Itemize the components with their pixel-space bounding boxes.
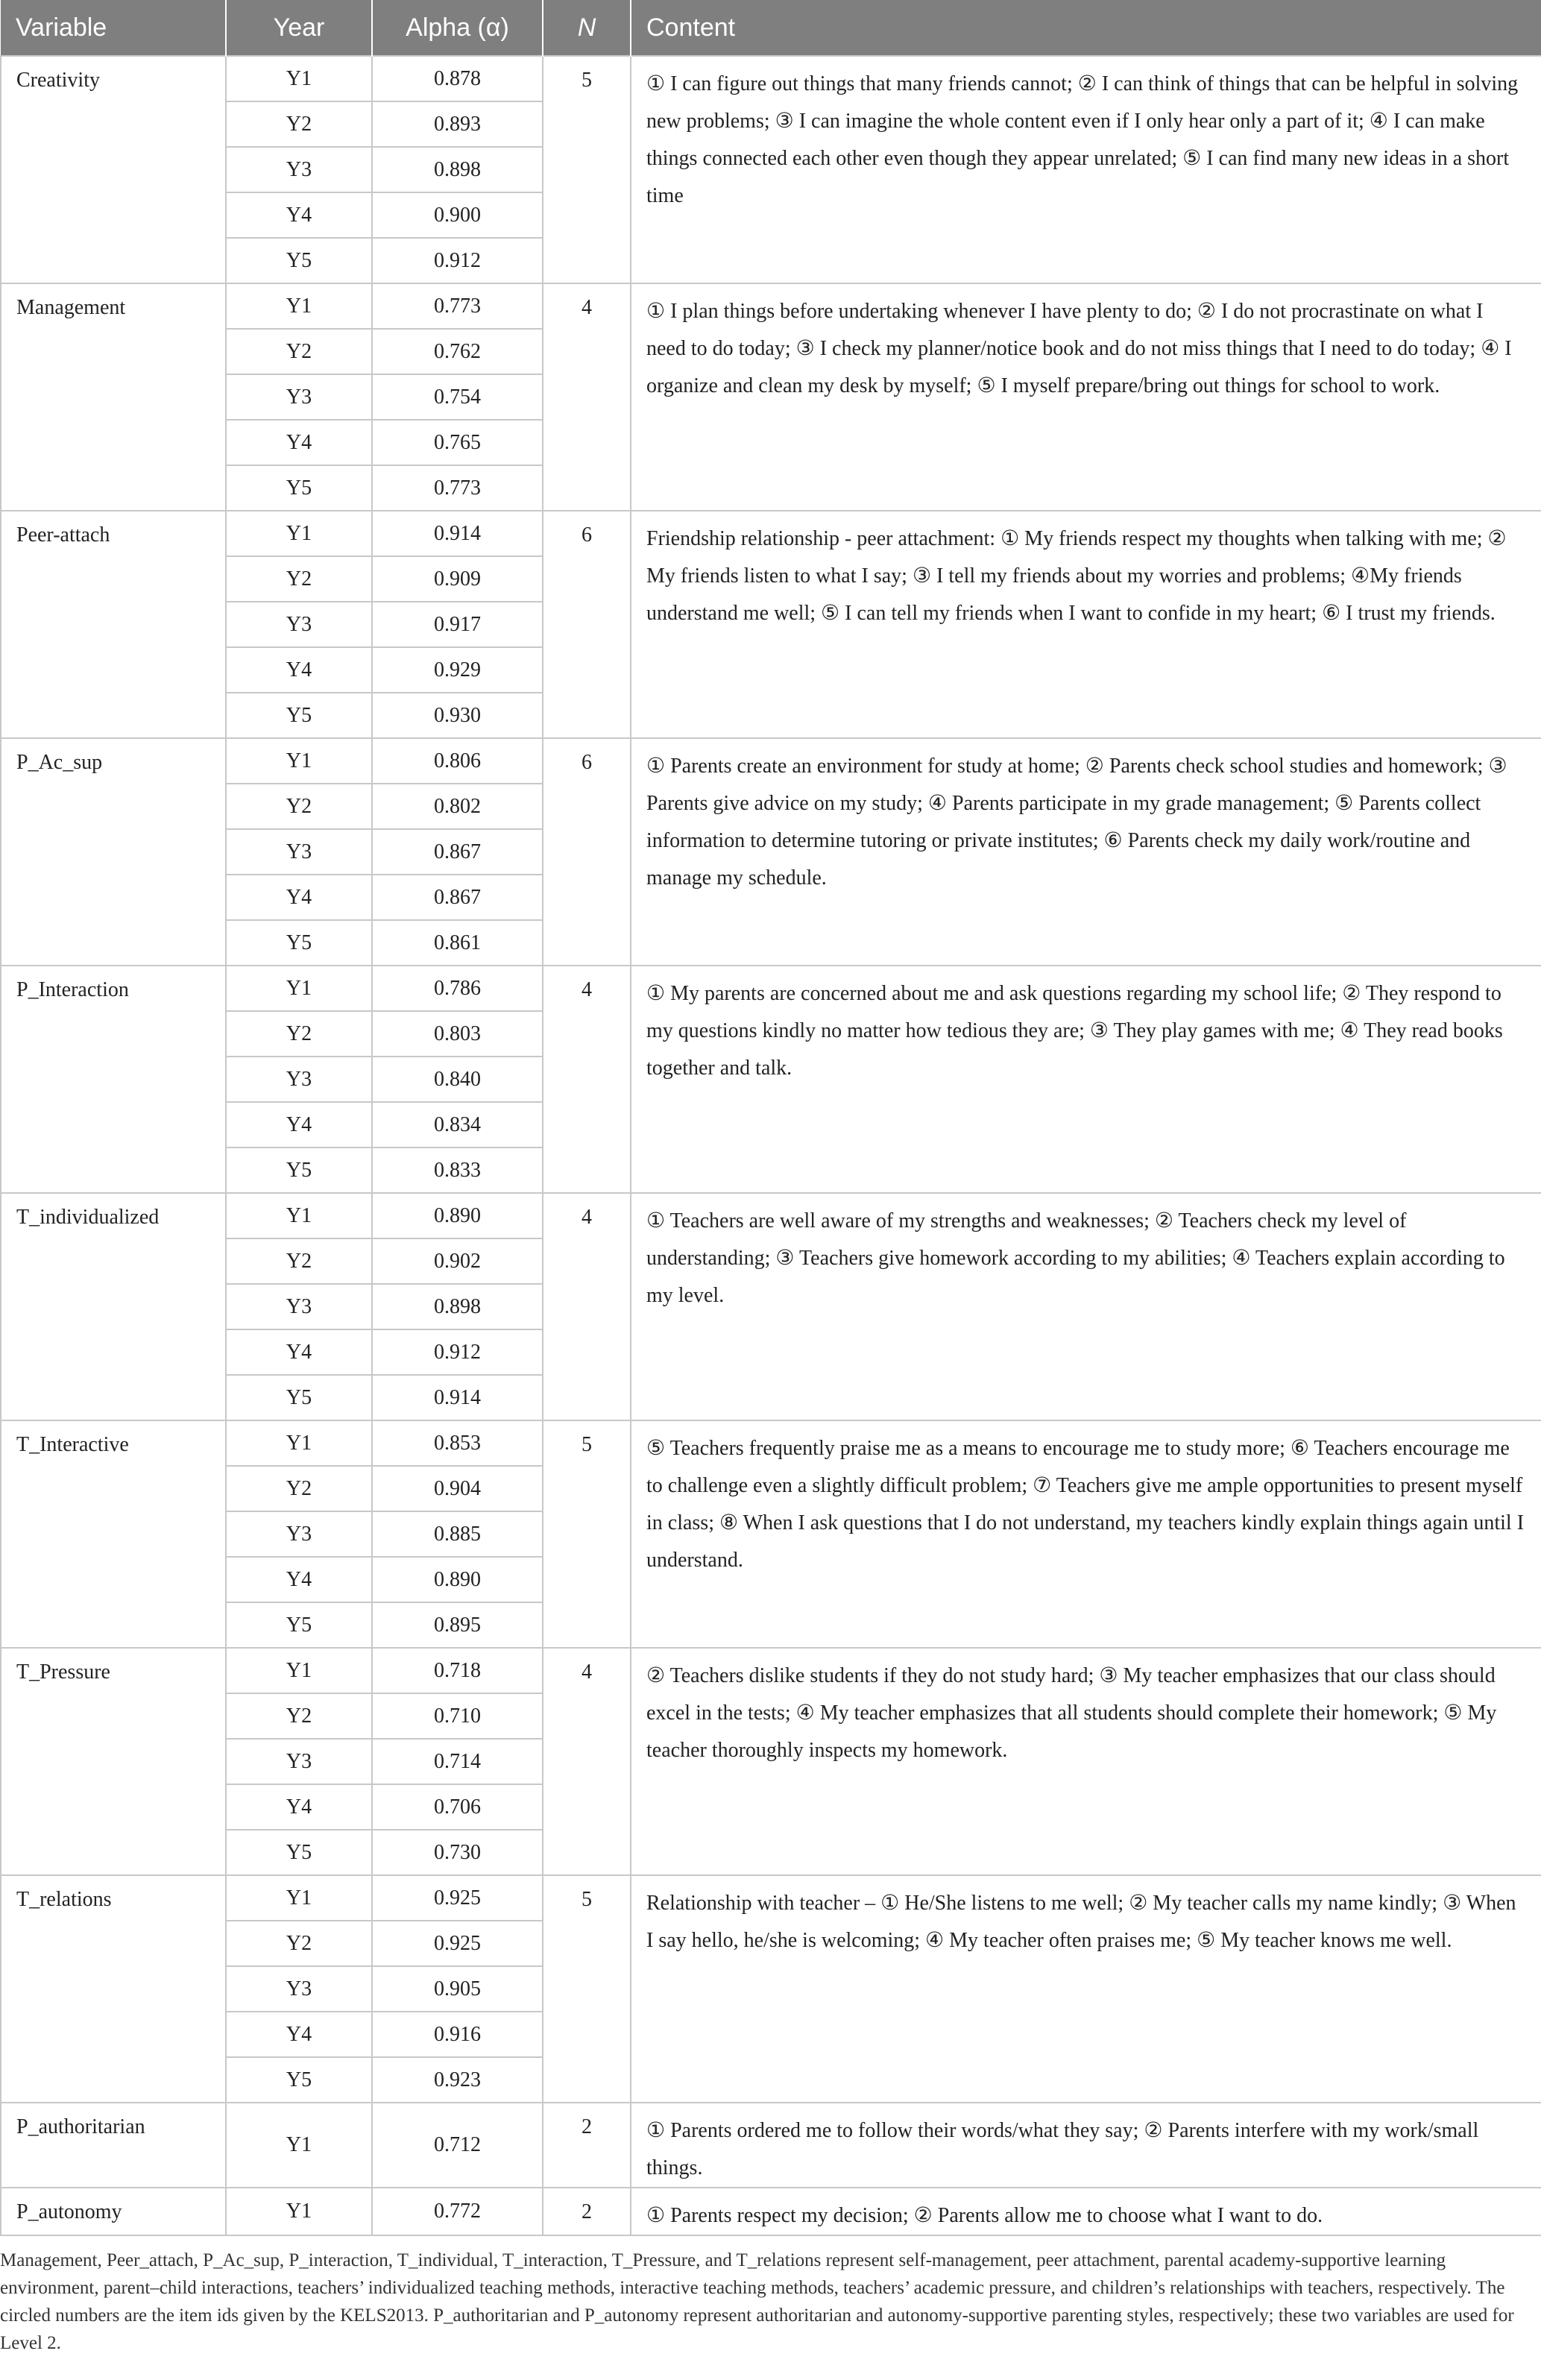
table-row — [1, 1648, 1541, 1693]
n-cell: 5 — [543, 1420, 631, 1648]
variable-cell: Creativity — [1, 56, 226, 283]
year-cell: Y1 — [226, 1875, 372, 1921]
content-cell: ① Parents create an environment for study at home; ② Parents check school studies and homework; ③ Parents give advice on my study; ④ Parents participate in my grade management; ⑤ Parents collect information to determine tutoring or private institutes; ⑥ Parents check my daily work/routine and manage my schedule. — [631, 738, 1541, 966]
header-alpha: Alpha (α) — [372, 0, 543, 56]
variable-cell: P_Ac_sup — [1, 738, 226, 966]
alpha-cell: 0.867 — [372, 829, 543, 875]
table-footnote: Management, Peer_attach, P_Ac_sup, P_interaction, T_individual, T_interaction, T_Pressure, and T_relations represent self-management, peer attachment, parental academy-supportive learning environment, parent–child interactions, teachers’ individualized teaching methods, interactive teaching methods, teachers’ academic pressure, and children’s relationships with teachers, respectively. The circled numbers are the item ids given by the KELS2013. P_authoritarian and P_autonomy represent authoritarian and autonomy-supportive parenting styles, respectively; these two variables are used for Level 2. — [0, 2250, 1514, 2353]
content-cell: ① My parents are concerned about me and ask questions regarding my school life; ② They respond to my questions kindly no matter how tedious they are; ③ They play games with me; ④ They read books together and talk. — [631, 966, 1541, 1193]
alpha-cell: 0.898 — [372, 147, 543, 192]
n-cell: 4 — [543, 283, 631, 511]
year-cell: Y1 — [226, 2188, 372, 2235]
content-cell: ⑤ Teachers frequently praise me as a means to encourage me to study more; ⑥ Teachers encourage me to challenge even a slightly difficult problem; ⑦ Teachers give me ample opportunities to present myself in class; ⑧ When I ask questions that I do not understand, my teachers kindly explain things again until I understand. — [631, 1420, 1541, 1648]
year-cell: Y5 — [226, 2057, 372, 2103]
alpha-cell: 0.902 — [372, 1238, 543, 1284]
table-row — [1, 1420, 1541, 1466]
year-cell: Y5 — [226, 238, 372, 283]
alpha-cell: 0.861 — [372, 920, 543, 966]
year-cell: Y2 — [226, 1466, 372, 1511]
year-cell: Y1 — [226, 966, 372, 1011]
year-cell: Y5 — [226, 693, 372, 738]
year-cell: Y4 — [226, 1102, 372, 1148]
content-cell: ① I can figure out things that many friends cannot; ② I can think of things that can be helpful in solving new problems; ③ I can imagine the whole content even if I only hear only a part of it; ④ I can make things connected each other even though they appear unrelated; ⑤ I can find many new ideas in a short time — [631, 56, 1541, 283]
alpha-cell: 0.885 — [372, 1511, 543, 1557]
year-cell: Y2 — [226, 329, 372, 374]
n-cell: 5 — [543, 1875, 631, 2103]
alpha-cell: 0.916 — [372, 2012, 543, 2057]
content-cell: ① Parents ordered me to follow their words/what they say; ② Parents interfere with my work/small things. — [631, 2103, 1541, 2188]
year-cell: Y3 — [226, 829, 372, 875]
year-cell: Y5 — [226, 465, 372, 511]
alpha-cell: 0.806 — [372, 738, 543, 784]
year-cell: Y3 — [226, 1739, 372, 1784]
alpha-cell: 0.853 — [372, 1420, 543, 1466]
n-cell: 6 — [543, 511, 631, 738]
alpha-cell: 0.917 — [372, 602, 543, 647]
content-cell: ① I plan things before undertaking whenever I have plenty to do; ② I do not procrastinate on what I need to do today; ③ I check my planner/notice book and do not miss things that I need to do today; ④ I organize and clean my desk by myself; ⑤ I myself prepare/bring out things for school to work. — [631, 283, 1541, 511]
content-cell: ② Teachers dislike students if they do not study hard; ③ My teacher emphasizes that our class should excel in the tests; ④ My teacher emphasizes that all students should complete their homework; ⑤ My teacher thoroughly inspects my homework. — [631, 1648, 1541, 1875]
alpha-cell: 0.912 — [372, 1329, 543, 1375]
alpha-cell: 0.773 — [372, 283, 543, 329]
year-cell: Y4 — [226, 2012, 372, 2057]
alpha-cell: 0.929 — [372, 647, 543, 693]
table-row — [1, 1193, 1541, 1238]
table-row — [1, 511, 1541, 556]
alpha-cell: 0.718 — [372, 1648, 543, 1693]
content-cell: ① Teachers are well aware of my strengths and weaknesses; ② Teachers check my level of understanding; ③ Teachers give homework according to my abilities; ④ Teachers explain according to my level. — [631, 1193, 1541, 1420]
year-cell: Y3 — [226, 1057, 372, 1102]
year-cell: Y3 — [226, 1966, 372, 2012]
year-cell: Y4 — [226, 1784, 372, 1830]
alpha-cell: 0.878 — [372, 56, 543, 101]
alpha-cell: 0.706 — [372, 1784, 543, 1830]
alpha-cell: 0.765 — [372, 420, 543, 465]
year-cell: Y2 — [226, 1693, 372, 1739]
table-row — [1, 2103, 1541, 2188]
year-cell: Y3 — [226, 374, 372, 420]
n-cell: 2 — [543, 2103, 631, 2188]
header-variable: Variable — [1, 0, 226, 56]
content-cell: Relationship with teacher – ① He/She listens to me well; ② My teacher calls my name kindly; ③ When I say hello, he/she is welcoming; ④ My teacher often praises me; ⑤ My teacher knows me well. — [631, 1875, 1541, 2103]
n-cell: 5 — [543, 56, 631, 283]
table-row — [1, 283, 1541, 329]
variable-cell: P_Interaction — [1, 966, 226, 1193]
alpha-cell: 0.925 — [372, 1875, 543, 1921]
year-cell: Y1 — [226, 283, 372, 329]
alpha-cell: 0.754 — [372, 374, 543, 420]
year-cell: Y1 — [226, 1648, 372, 1693]
year-cell: Y4 — [226, 875, 372, 920]
alpha-cell: 0.912 — [372, 238, 543, 283]
year-cell: Y4 — [226, 647, 372, 693]
year-cell: Y5 — [226, 1375, 372, 1420]
table-row — [1, 56, 1541, 101]
header-content: Content — [631, 0, 1541, 56]
variable-cell: P_authoritarian — [1, 2103, 226, 2188]
year-cell: Y4 — [226, 192, 372, 238]
year-cell: Y1 — [226, 56, 372, 101]
year-cell: Y2 — [226, 1011, 372, 1057]
year-cell: Y3 — [226, 147, 372, 192]
year-cell: Y2 — [226, 1238, 372, 1284]
year-cell: Y1 — [226, 511, 372, 556]
year-cell: Y3 — [226, 1284, 372, 1329]
year-cell: Y5 — [226, 1602, 372, 1648]
alpha-cell: 0.898 — [372, 1284, 543, 1329]
header-row — [1, 0, 1541, 56]
table-row — [1, 1875, 1541, 1921]
variable-cell: T_relations — [1, 1875, 226, 2103]
n-cell: 4 — [543, 966, 631, 1193]
variable-cell: T_individualized — [1, 1193, 226, 1420]
table-row — [1, 966, 1541, 1011]
alpha-cell: 0.786 — [372, 966, 543, 1011]
year-cell: Y5 — [226, 1148, 372, 1193]
year-cell: Y1 — [226, 1420, 372, 1466]
alpha-cell: 0.895 — [372, 1602, 543, 1648]
variable-cell: Management — [1, 283, 226, 511]
year-cell: Y1 — [226, 2103, 372, 2188]
alpha-cell: 0.930 — [372, 693, 543, 738]
variable-cell: T_Interactive — [1, 1420, 226, 1648]
alpha-cell: 0.834 — [372, 1102, 543, 1148]
alpha-cell: 0.925 — [372, 1921, 543, 1966]
alpha-cell: 0.893 — [372, 101, 543, 147]
variable-cell: Peer-attach — [1, 511, 226, 738]
variable-cell: T_Pressure — [1, 1648, 226, 1875]
alpha-cell: 0.710 — [372, 1693, 543, 1739]
year-cell: Y4 — [226, 1329, 372, 1375]
year-cell: Y2 — [226, 1921, 372, 1966]
alpha-cell: 0.714 — [372, 1739, 543, 1784]
table-row — [1, 738, 1541, 784]
alpha-cell: 0.833 — [372, 1148, 543, 1193]
n-cell: 4 — [543, 1193, 631, 1420]
alpha-cell: 0.905 — [372, 1966, 543, 2012]
alpha-cell: 0.730 — [372, 1830, 543, 1875]
alpha-cell: 0.890 — [372, 1193, 543, 1238]
table-row — [1, 2188, 1541, 2235]
alpha-cell: 0.773 — [372, 465, 543, 511]
year-cell: Y5 — [226, 1830, 372, 1875]
year-cell: Y2 — [226, 101, 372, 147]
n-cell: 6 — [543, 738, 631, 966]
alpha-cell: 0.914 — [372, 511, 543, 556]
alpha-cell: 0.840 — [372, 1057, 543, 1102]
alpha-cell: 0.803 — [372, 1011, 543, 1057]
table-body — [1, 56, 1541, 2235]
variable-cell: P_autonomy — [1, 2188, 226, 2235]
content-cell: ① Parents respect my decision; ② Parents allow me to choose what I want to do. — [631, 2188, 1541, 2235]
alpha-cell: 0.867 — [372, 875, 543, 920]
year-cell: Y3 — [226, 602, 372, 647]
alpha-cell: 0.914 — [372, 1375, 543, 1420]
year-cell: Y3 — [226, 1511, 372, 1557]
n-cell: 2 — [543, 2188, 631, 2235]
alpha-cell: 0.900 — [372, 192, 543, 238]
n-cell: 4 — [543, 1648, 631, 1875]
alpha-cell: 0.712 — [372, 2103, 543, 2188]
year-cell: Y2 — [226, 784, 372, 829]
alpha-cell: 0.890 — [372, 1557, 543, 1602]
alpha-cell: 0.904 — [372, 1466, 543, 1511]
alpha-cell: 0.923 — [372, 2057, 543, 2103]
content-cell: Friendship relationship - peer attachment: ① My friends respect my thoughts when talking with me; ② My friends listen to what I say; ③ I tell my friends about my worries and problems; ④My friends understand me well; ⑤ I can tell my friends when I want to confide in my heart; ⑥ I trust my friends. — [631, 511, 1541, 738]
alpha-cell: 0.802 — [372, 784, 543, 829]
year-cell: Y2 — [226, 556, 372, 602]
alpha-cell: 0.909 — [372, 556, 543, 602]
year-cell: Y1 — [226, 1193, 372, 1238]
year-cell: Y5 — [226, 920, 372, 966]
header-n: N — [543, 0, 631, 56]
year-cell: Y4 — [226, 420, 372, 465]
year-cell: Y1 — [226, 738, 372, 784]
year-cell: Y4 — [226, 1557, 372, 1602]
alpha-cell: 0.772 — [372, 2188, 543, 2235]
alpha-cell: 0.762 — [372, 329, 543, 374]
header-year: Year — [226, 0, 372, 56]
